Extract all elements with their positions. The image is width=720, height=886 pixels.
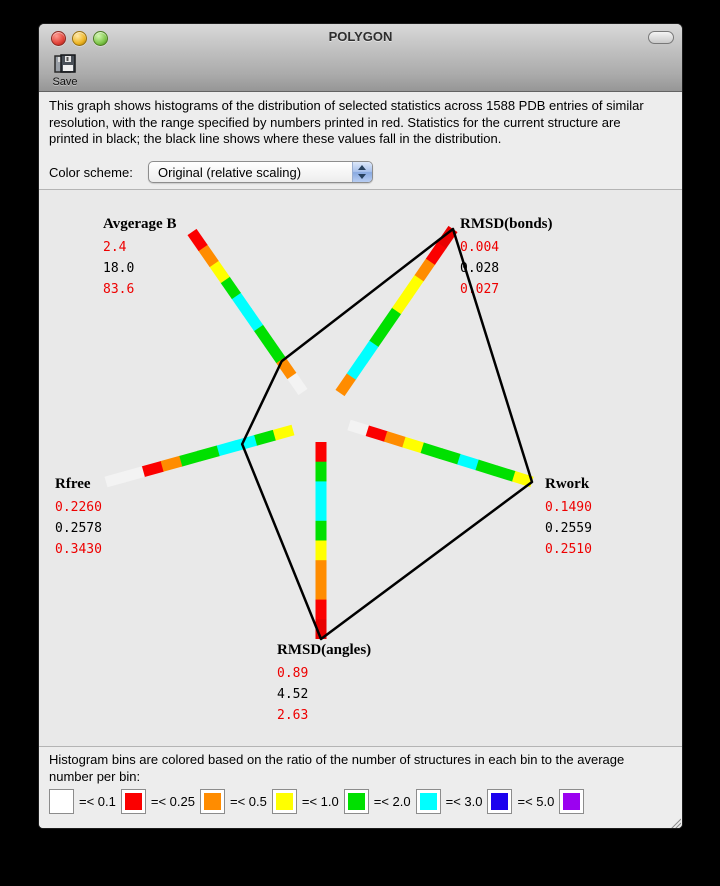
axis-label: RMSD(angles): [277, 642, 372, 658]
axis-current: 4.52: [277, 687, 309, 702]
legend-bin-label: =< 3.0: [445, 794, 483, 809]
axis-block-average-b: [103, 216, 176, 300]
legend-bin-swatch: [416, 789, 441, 814]
axis-max: 83.6: [103, 282, 135, 297]
polygon-plot: [39, 190, 682, 746]
save-button[interactable]: [47, 51, 83, 91]
legend-bin-label: =< 2.0: [373, 794, 411, 809]
histogram-bin: [385, 310, 397, 327]
legend-bin-color: [125, 793, 142, 810]
legend-bin-label: =< 1.0: [301, 794, 339, 809]
axis-block-rmsd-bonds: [460, 216, 553, 300]
histogram-bin: [419, 261, 431, 278]
histogram-bin: [291, 375, 303, 392]
legend-bin-swatch: [559, 789, 584, 814]
histogram-bin: [269, 343, 281, 360]
histogram-bin: [442, 229, 453, 245]
histogram-bin: [217, 446, 236, 451]
axis-max: 0.2510: [545, 542, 592, 557]
histogram-bin: [274, 430, 293, 435]
titlebar[interactable]: [39, 24, 682, 48]
legend-row: [47, 789, 586, 814]
axis-block-rwork: [545, 476, 592, 560]
legend-bin-color: [204, 793, 221, 810]
histogram-bin: [367, 431, 386, 437]
legend-bin-swatch: [344, 789, 369, 814]
legend-bin-label: =< 5.0: [517, 794, 555, 809]
axis-max: 0.027: [460, 282, 500, 297]
histogram-bin: [386, 436, 405, 442]
histogram-bin: [374, 327, 386, 344]
histogram-bin: [495, 471, 514, 477]
histogram-bin: [247, 311, 259, 328]
axis-label: Rfree: [55, 476, 91, 492]
legend-panel: [39, 746, 682, 829]
legend-bin-label: =< 0.5: [229, 794, 267, 809]
toolbar: [39, 48, 682, 92]
histogram-bin: [258, 327, 270, 344]
axis-label: Rwork: [545, 476, 590, 492]
legend-bin-color: [53, 793, 70, 810]
window-chrome: [39, 24, 682, 92]
histogram-bin: [255, 435, 274, 440]
axis-max: 0.3430: [55, 542, 102, 557]
legend-bin-color: [491, 793, 508, 810]
histogram-bin: [441, 454, 460, 460]
legend-bin-swatch: [49, 789, 74, 814]
legend-bin-label: =< 0.1: [79, 794, 116, 809]
axis-min: 0.89: [277, 666, 309, 681]
axis-min: 0.004: [460, 240, 500, 255]
axis-label: RMSD(bonds): [460, 216, 553, 232]
axis-current: 0.028: [460, 261, 500, 276]
histogram-bin: [180, 456, 199, 461]
histogram-bin: [236, 295, 248, 312]
histogram-bin: [225, 279, 237, 296]
window-title: POLYGON: [328, 29, 393, 44]
resize-grip[interactable]: [668, 816, 681, 829]
dropdown-stepper: [352, 162, 372, 182]
polygon-window: [38, 23, 683, 829]
legend-bin-color: [563, 793, 580, 810]
color-scheme-label: Color scheme:: [49, 165, 133, 180]
chevron-up-icon: [358, 165, 366, 170]
color-scheme-value: Original (relative scaling): [158, 165, 302, 180]
legend-bin-color: [348, 793, 365, 810]
histogram-bin: [143, 466, 162, 471]
save-floppy-icon: [52, 51, 78, 77]
histogram-bin: [106, 477, 125, 482]
axis-block-rfree: [55, 476, 102, 560]
histogram-bin: [430, 245, 442, 262]
histogram-bin: [199, 451, 218, 456]
axis-min: 0.1490: [545, 500, 592, 515]
legend-bin-swatch: [272, 789, 297, 814]
histogram-bin: [203, 247, 215, 264]
histogram-bin: [340, 376, 352, 393]
histogram-bin: [408, 278, 420, 295]
histogram-bin: [124, 472, 143, 477]
legend-bin-label: =< 0.25: [150, 794, 195, 809]
histogram-bin: [280, 359, 292, 376]
axis-min: 0.2260: [55, 500, 102, 515]
save-button-label: Save: [52, 76, 78, 88]
info-panel: [39, 92, 682, 190]
histogram-bin: [459, 459, 478, 465]
legend-bin-swatch: [487, 789, 512, 814]
histogram-bin: [161, 461, 180, 466]
legend-bin-color: [276, 793, 293, 810]
toolbar-toggle-button[interactable]: [648, 31, 674, 44]
axis-min: 2.4: [103, 240, 127, 255]
description-text: This graph shows histograms of the distribution of selected statistics across 1588 PDB entries of similar resolution, with the range specified by numbers printed in red. Statistics for the current structure are printed in black; the black line shows where these values fall in the distribution.: [49, 98, 644, 146]
axis-label: Avgerage B: [103, 216, 177, 232]
histogram-bin: [477, 465, 496, 471]
axis-current: 18.0: [103, 261, 135, 276]
axis-current: 0.2578: [55, 521, 102, 536]
legend-bin-color: [420, 793, 437, 810]
legend-text: Histogram bins are colored based on the ratio of the number of structures in each bin to the average number per bin:: [49, 752, 625, 784]
color-scheme-dropdown[interactable]: [148, 161, 373, 183]
histogram-bin: [214, 263, 226, 280]
legend-bin-swatch: [121, 789, 146, 814]
legend-bin-swatch: [200, 789, 225, 814]
histogram-bin: [397, 294, 409, 311]
chevron-down-icon: [358, 174, 366, 179]
histogram-bin: [351, 360, 363, 377]
histogram-bin: [363, 343, 375, 360]
histogram-bin: [404, 442, 423, 448]
axis-max: 2.63: [277, 708, 309, 723]
histogram-bin: [236, 440, 255, 445]
histogram-bin: [422, 448, 441, 454]
histogram-bin: [349, 425, 368, 431]
histogram-bin: [192, 232, 203, 248]
axis-current: 0.2559: [545, 521, 592, 536]
axis-block-rmsd-angles: [277, 642, 371, 726]
histogram-bin: [514, 476, 532, 482]
